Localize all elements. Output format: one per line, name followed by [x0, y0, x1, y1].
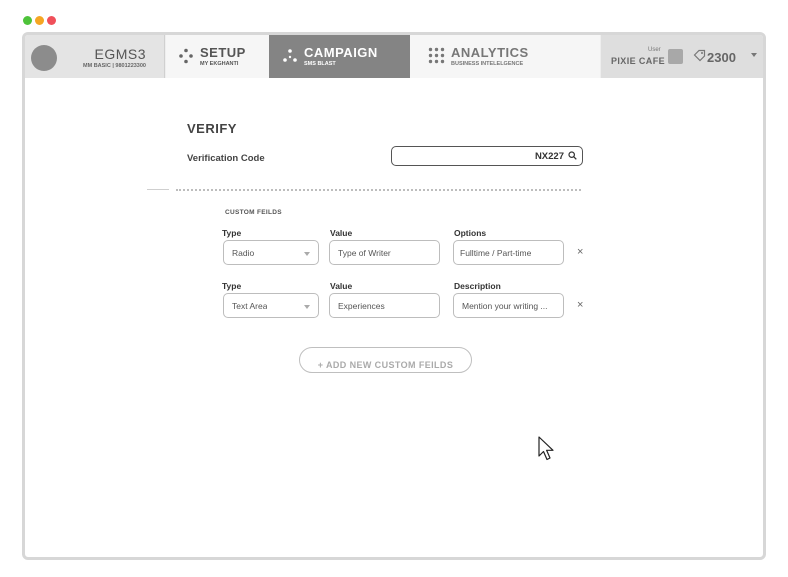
field-description-text: Mention your writing ... — [462, 301, 548, 311]
field-type-label: Type — [222, 281, 242, 291]
field-value-label: Value — [330, 281, 353, 291]
avatar[interactable] — [31, 45, 57, 71]
brand-plan: MM BASIC | 9801223300 — [83, 63, 146, 69]
app-window — [22, 32, 766, 560]
tab-campaign-sublabel: SMS BLAST — [304, 61, 336, 67]
verification-code-label: Verification Code — [187, 153, 265, 164]
remove-field-icon[interactable]: × — [577, 246, 584, 258]
tab-setup-sublabel: MY EKGHANTI — [200, 61, 239, 67]
field-type-value: Text Area — [232, 301, 268, 311]
tab-analytics[interactable] — [410, 35, 600, 78]
field-type-select[interactable] — [223, 293, 319, 318]
verification-code-input[interactable] — [391, 146, 583, 166]
account-area[interactable] — [601, 35, 763, 78]
tab-analytics-sublabel: BUSINESS INTELELGENCE — [451, 61, 524, 67]
tab-campaign[interactable] — [269, 35, 410, 78]
credit-tag-icon — [693, 49, 706, 62]
tab-campaign-label: CAMPAIGN — [304, 45, 378, 60]
field-description-input[interactable] — [453, 293, 564, 318]
remove-field-icon[interactable]: × — [577, 299, 584, 311]
field-options-input[interactable] — [453, 240, 564, 265]
verification-code-value: NX227 — [534, 151, 564, 162]
custom-fields-heading: CUSTOM FEILDS — [225, 209, 282, 216]
add-custom-field-button[interactable] — [299, 347, 472, 373]
field-type-select[interactable] — [223, 240, 319, 265]
account-user-label: User — [648, 47, 661, 53]
field-value-text: Experiences — [338, 301, 385, 311]
search-icon[interactable] — [568, 151, 577, 160]
brand-name: EGMS3 — [94, 46, 146, 62]
verify-title: VERIFY — [187, 121, 237, 136]
tab-analytics-label: ANALYTICS — [451, 45, 529, 60]
account-avatar[interactable] — [668, 49, 683, 64]
field-value-input[interactable] — [329, 293, 440, 318]
account-credits: 2300 — [707, 50, 736, 65]
add-custom-field-label: + ADD NEW CUSTOM FEILDS — [317, 360, 454, 370]
field-options-text: Fulltime / Part-time — [460, 248, 532, 258]
setup-icon — [178, 48, 194, 64]
field-description-label: Description — [454, 281, 501, 291]
account-name: PIXIE CAFE — [611, 56, 666, 66]
chevron-down-icon — [304, 305, 310, 309]
window-minimize-dot[interactable] — [23, 16, 32, 25]
field-value-label: Value — [330, 228, 353, 238]
tab-setup[interactable] — [166, 35, 269, 78]
window-close-dot[interactable] — [47, 16, 56, 25]
section-divider — [176, 189, 581, 191]
mouse-cursor-icon — [538, 436, 556, 462]
field-options-label: Options — [454, 228, 487, 238]
window-maximize-dot[interactable] — [35, 16, 44, 25]
tab-setup-label: SETUP — [200, 45, 246, 60]
campaign-icon — [282, 48, 298, 64]
field-type-label: Type — [222, 228, 242, 238]
field-value-text: Type of Writer — [338, 248, 391, 258]
field-value-input[interactable] — [329, 240, 440, 265]
top-navigation-bar — [25, 35, 763, 78]
chevron-down-icon — [304, 252, 310, 256]
field-type-value: Radio — [232, 248, 255, 258]
brand-area[interactable] — [25, 35, 165, 78]
account-dropdown-caret-icon[interactable] — [751, 53, 757, 57]
analytics-icon — [428, 47, 445, 64]
divider-short — [147, 189, 169, 190]
